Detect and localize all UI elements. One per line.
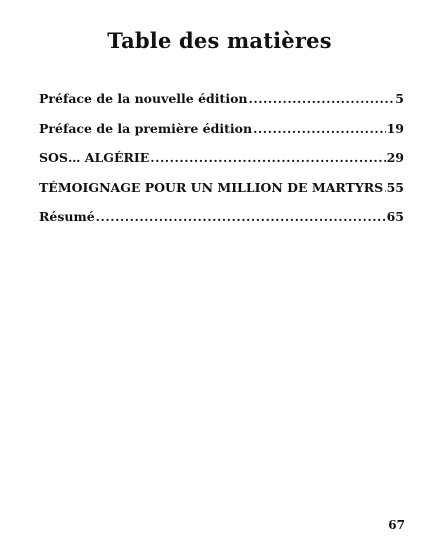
page-number: 67 bbox=[388, 518, 405, 532]
toc-entry-page: 55 bbox=[386, 179, 404, 195]
page-title: Table des matières bbox=[107, 28, 332, 53]
toc-entry-page: 29 bbox=[386, 150, 404, 165]
toc-entry bbox=[39, 121, 404, 151]
toc-dot-leader bbox=[253, 121, 386, 136]
toc-entry-label: Résumé bbox=[39, 209, 95, 224]
toc-dot-leader bbox=[384, 180, 385, 195]
toc-entry-page: 19 bbox=[386, 120, 404, 136]
toc-entry bbox=[39, 91, 404, 121]
toc-entry-page: 65 bbox=[386, 209, 404, 224]
toc-entry bbox=[39, 180, 404, 210]
toc-entry bbox=[39, 209, 404, 239]
toc-entry bbox=[39, 150, 404, 180]
toc-dot-leader bbox=[96, 209, 386, 224]
toc-entry-label: Préface de la nouvelle édition bbox=[39, 91, 248, 106]
toc-entry-label: TÉMOIGNAGE POUR UN MILLION DE MARTYRS bbox=[39, 179, 384, 195]
toc-entry-label: SOS… ALGÉRIE bbox=[39, 150, 150, 165]
toc-dot-leader bbox=[150, 150, 385, 165]
table-of-contents bbox=[39, 91, 404, 239]
toc-entry-page: 5 bbox=[395, 91, 404, 106]
toc-entry-label: Préface de la première édition bbox=[39, 120, 253, 136]
toc-dot-leader bbox=[249, 91, 395, 106]
